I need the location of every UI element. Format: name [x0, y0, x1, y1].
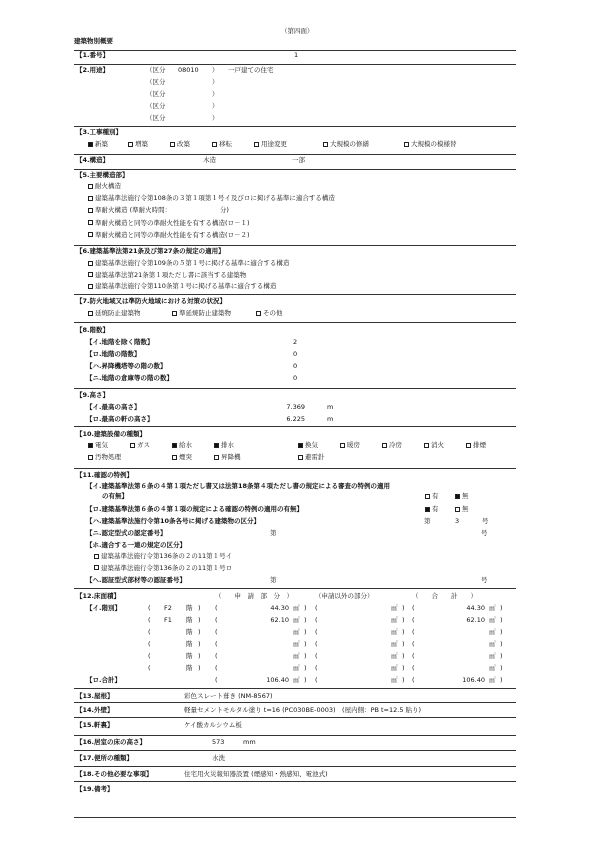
- area-unit: ㎡: [391, 664, 398, 672]
- equipment-option[interactable]: [130, 441, 150, 450]
- checkbox-label: 建築基準法第21条第１項ただし書に該当する建築物: [95, 270, 247, 279]
- document-title: 建築物別概要: [74, 37, 113, 45]
- checkbox[interactable]: [340, 443, 345, 448]
- outer-wall-value: 軽量セメントモルタル塗り t=16 (PC030BE-0003) (屋内側：PB t=12.5 貼り): [184, 706, 422, 714]
- paren: ): [402, 616, 405, 624]
- floor-name: F2: [164, 604, 172, 612]
- area-unit: ㎡: [391, 628, 398, 636]
- checkbox[interactable]: [128, 142, 133, 147]
- area-unit: ㎡: [293, 616, 300, 624]
- area-applied: 44.30: [270, 604, 289, 612]
- equipment-option[interactable]: [172, 441, 192, 450]
- area-unit: ㎡: [489, 640, 496, 648]
- checkbox-label: 汚物処理: [95, 453, 121, 461]
- roof-label: 【13.屋根】: [76, 692, 114, 700]
- article21-label: 【6.建築基準法第21条及び第27条の規定の適用】: [76, 247, 225, 255]
- special-ha: 【ハ.建築基準法施行令第10条各号に掲げる建築物の区分】: [86, 517, 261, 525]
- paren: (: [215, 628, 218, 636]
- floor-count-label: 【ハ.昇降機塔等の階の数】: [86, 362, 167, 370]
- paren: (: [412, 652, 415, 660]
- use-kubun: （区分: [146, 66, 166, 74]
- area-unit: ㎡: [391, 640, 398, 648]
- checkbox-label: 換気: [305, 441, 318, 449]
- checkbox-label: 延焼防止建築物: [95, 309, 141, 317]
- divider: [74, 322, 516, 323]
- equipment-option[interactable]: [466, 441, 486, 450]
- work-type-option[interactable]: [323, 140, 369, 149]
- paren: ): [500, 664, 503, 672]
- special-he: 【ヘ.認証型式部材等の認証番号】: [86, 576, 186, 584]
- divider: [74, 468, 516, 469]
- special-ni-dai: 第: [270, 529, 277, 537]
- eaves-label: 【15.軒裏】: [76, 721, 114, 729]
- checkbox-label: 耐火構造: [95, 182, 121, 190]
- floor-kai: 階: [186, 652, 193, 660]
- paren: ): [500, 640, 503, 648]
- floor-area-label: 【12.床面積】: [76, 592, 121, 600]
- checkbox-label: 消火: [431, 441, 444, 449]
- special-ho-option[interactable]: [94, 552, 232, 561]
- toilet-value: 水洗: [212, 754, 225, 762]
- checkbox[interactable]: [455, 494, 460, 499]
- article21-option[interactable]: [88, 259, 289, 268]
- use-close: ）: [212, 90, 219, 98]
- height-unit: m: [327, 403, 334, 411]
- area-unit: ㎡: [391, 616, 398, 624]
- checkbox[interactable]: [130, 443, 135, 448]
- divider: [74, 388, 516, 389]
- special-ha-number: 3: [455, 517, 460, 525]
- area-applied: 62.10: [270, 616, 289, 624]
- paren: (: [412, 628, 415, 636]
- checkbox-label: 避雷針: [305, 453, 325, 461]
- paren: ): [402, 628, 405, 636]
- checkbox[interactable]: [88, 196, 93, 201]
- eaves-value: ケイ酸カルシウム板: [184, 721, 242, 729]
- paren: ): [500, 628, 503, 636]
- paren: ): [304, 676, 307, 684]
- checkbox[interactable]: [298, 443, 303, 448]
- use-code: 08010: [178, 66, 199, 74]
- area-unit: ㎡: [391, 652, 398, 660]
- area-unit: ㎡: [391, 676, 398, 684]
- floor-count-label: 【ロ.地階の階数】: [86, 350, 141, 358]
- special-i-line1: 【イ.建築基準法第６条の４第１項ただし書又は法第18条第４項ただし書の規定による審査の特例の適用: [86, 482, 391, 490]
- special-ni-go: 号: [481, 529, 488, 537]
- use-description: 一戸建ての住宅: [228, 66, 274, 74]
- checkbox[interactable]: [172, 311, 177, 316]
- special-ro-no[interactable]: 無: [455, 505, 469, 514]
- checkbox[interactable]: [88, 208, 93, 213]
- checkbox[interactable]: [382, 443, 387, 448]
- paren: ): [304, 640, 307, 648]
- special-he-go: 号: [481, 576, 488, 584]
- divider: [74, 154, 516, 155]
- checkbox[interactable]: [425, 507, 430, 512]
- floor-height-label: 【16.居室の床の高さ】: [76, 738, 147, 746]
- paren: (: [215, 664, 218, 672]
- work-type-option[interactable]: [212, 140, 232, 149]
- divider: [74, 294, 516, 295]
- checkbox-label: 建築基準法施行令第110条第１号に掲げる基準に適合する構造: [95, 282, 277, 290]
- paren: (: [412, 604, 415, 612]
- checkbox[interactable]: [88, 455, 93, 460]
- checkbox[interactable]: [254, 142, 259, 147]
- col-other: （申請以外の部分）: [315, 592, 374, 600]
- floor-count-value: 0: [293, 362, 298, 370]
- structure-value: 木造: [203, 156, 216, 164]
- area-unit: ㎡: [293, 604, 300, 612]
- checkbox[interactable]: [88, 272, 93, 277]
- by-floor-label: 【イ.階別】: [86, 604, 121, 612]
- equipment-option[interactable]: [298, 453, 325, 462]
- floor-kai: 階: [186, 616, 193, 624]
- checkbox-label: 電気: [95, 441, 108, 449]
- checkbox-label: 冷房: [389, 441, 402, 449]
- checkbox[interactable]: [88, 284, 93, 289]
- area-applied-total: 106.40: [266, 676, 289, 684]
- checkbox[interactable]: [88, 220, 93, 225]
- divider: [74, 817, 516, 818]
- checkbox-label: 新築: [95, 140, 108, 148]
- area-unit: ㎡: [489, 604, 496, 612]
- equipment-option[interactable]: [424, 441, 444, 450]
- checkbox[interactable]: [88, 443, 93, 448]
- floor-kai: 階: [186, 628, 193, 636]
- paren: ): [304, 664, 307, 672]
- number-value: 1: [294, 51, 299, 59]
- checkbox-label: 建築基準法施行令第109条の５第１号に掲げる基準に適合する構造: [95, 259, 290, 267]
- paren: ): [500, 676, 503, 684]
- divider: [74, 702, 516, 703]
- floor-count-value: 0: [293, 350, 298, 358]
- divider: [74, 766, 516, 767]
- checkbox[interactable]: [172, 455, 177, 460]
- divider: [74, 126, 516, 127]
- checkbox[interactable]: [88, 142, 93, 147]
- paren: ): [402, 664, 405, 672]
- special-ho: 【ホ.適合する一連の規定の区分】: [86, 541, 186, 549]
- special-he-dai: 第: [270, 576, 277, 584]
- paren: (: [215, 676, 218, 684]
- divider: [74, 426, 516, 427]
- paren: (: [148, 652, 151, 660]
- divider: [74, 717, 516, 718]
- paren: (: [412, 640, 415, 648]
- height-unit: m: [327, 415, 334, 423]
- roof-value: 彩色スレート葺き (NM-8567): [184, 692, 273, 700]
- special-ro-yes[interactable]: 有: [425, 505, 439, 514]
- checkbox-label: 用途変更: [261, 140, 287, 148]
- height-value: 6.225: [286, 415, 305, 423]
- height-item-label: 【ロ.最高の軒の高さ】: [86, 415, 154, 423]
- floor-kai: 階: [186, 640, 193, 648]
- height-item-label: 【イ.最高の高さ】: [86, 403, 141, 411]
- special-i-no[interactable]: 無: [455, 492, 469, 501]
- use-kubun: （区分: [146, 78, 166, 86]
- special-i-yes[interactable]: 有: [425, 492, 439, 501]
- paren: (: [215, 652, 218, 660]
- checkbox-label: 準延焼防止建築物: [179, 309, 231, 317]
- use-close: ）: [212, 114, 219, 122]
- checkbox[interactable]: [424, 443, 429, 448]
- area-unit: ㎡: [293, 628, 300, 636]
- main-structure-option[interactable]: [88, 206, 229, 215]
- paren: ): [500, 652, 503, 660]
- checkbox-label: 改築: [177, 140, 190, 148]
- checkbox[interactable]: [94, 565, 99, 570]
- paren: (: [315, 676, 318, 684]
- divider: [74, 688, 516, 689]
- area-grand-total: 106.40: [462, 676, 485, 684]
- checkbox-label: 排水: [221, 441, 234, 449]
- floors-label: 【8.階数】: [76, 326, 109, 334]
- work-type-label: 【3.工事種別】: [76, 128, 122, 136]
- paren: (: [148, 640, 151, 648]
- main-structure-option[interactable]: [88, 231, 250, 240]
- divider: [74, 735, 516, 736]
- area-total: 62.10: [466, 616, 485, 624]
- checkbox-label: 排煙: [473, 441, 486, 449]
- area-unit: ㎡: [489, 652, 496, 660]
- equipment-option[interactable]: [88, 453, 121, 462]
- paren: (: [315, 640, 318, 648]
- other-value: 住宅用火災報知器設置 (煙感知・熱感知、電池式): [184, 770, 328, 778]
- paren: ): [500, 616, 503, 624]
- structure-part: 一部: [292, 156, 305, 164]
- equipment-option[interactable]: [214, 441, 234, 450]
- paren: ): [402, 640, 405, 648]
- toilet-label: 【17.便所の種類】: [76, 754, 134, 762]
- floor-count-label: 【ニ.地階の倉庫等の階の数】: [86, 374, 173, 382]
- checkbox-label: 建築基準法施行令第136条の２の11第１号ロ: [101, 563, 233, 572]
- checkbox-label: 暖房: [347, 441, 360, 449]
- floor-kai: 階: [186, 664, 193, 672]
- main-structure-label: 【5.主要構造部】: [76, 171, 129, 179]
- equipment-option[interactable]: [340, 441, 360, 450]
- paren: ): [198, 628, 201, 636]
- paren: ): [198, 604, 201, 612]
- checkbox-label: 給水: [179, 441, 192, 449]
- floor-kai: 階: [186, 604, 193, 612]
- use-close: ）: [212, 78, 219, 86]
- checkbox[interactable]: [88, 184, 93, 189]
- number-label: 【1.番号】: [76, 51, 109, 59]
- area-unit: ㎡: [489, 664, 496, 672]
- paren: (: [148, 664, 151, 672]
- divider: [74, 245, 516, 246]
- equipment-option[interactable]: [382, 441, 402, 450]
- paren: (: [315, 652, 318, 660]
- equipment-option[interactable]: [214, 453, 241, 462]
- checkbox-label: 建築基準法施行令第108条の３第１項第１号イ及びロに掲げる基準に適合する構造: [95, 194, 335, 203]
- paren: ): [402, 676, 405, 684]
- checkbox[interactable]: [298, 455, 303, 460]
- checkbox[interactable]: [94, 554, 99, 559]
- checkbox[interactable]: [172, 443, 177, 448]
- divider: [74, 64, 516, 65]
- work-type-option[interactable]: [88, 140, 108, 149]
- area-unit: ㎡: [293, 676, 300, 684]
- article21-option[interactable]: [88, 271, 246, 280]
- use-close: ）: [212, 66, 219, 74]
- use-close: ）: [212, 102, 219, 110]
- special-ha-go: 号: [482, 517, 489, 525]
- area-unit: ㎡: [293, 640, 300, 648]
- other-label: 【18.その他必要な事項】: [76, 770, 153, 778]
- checkbox-label: 増築: [135, 140, 148, 148]
- checkbox[interactable]: [88, 261, 93, 266]
- special-ho-option[interactable]: [94, 564, 232, 573]
- divider: [74, 750, 516, 751]
- checkbox[interactable]: [455, 507, 460, 512]
- checkbox[interactable]: [425, 494, 430, 499]
- area-unit: ㎡: [391, 604, 398, 612]
- fire-zone-option[interactable]: [172, 309, 231, 318]
- paren: ): [198, 640, 201, 648]
- work-type-option[interactable]: [254, 140, 287, 149]
- paren: ): [402, 652, 405, 660]
- checkbox[interactable]: [256, 311, 261, 316]
- col-applied: （ 申 請 部 分 ）: [215, 592, 293, 600]
- divider: [74, 781, 516, 782]
- checkbox-label: その他: [263, 309, 283, 317]
- checkbox[interactable]: [466, 443, 471, 448]
- checkbox-label: 大規模の修繕: [330, 140, 369, 148]
- equipment-option[interactable]: [88, 441, 108, 450]
- checkbox[interactable]: [404, 142, 409, 147]
- checkbox-label: 大規模の模様替: [411, 140, 457, 148]
- fire-zone-option[interactable]: [88, 309, 141, 318]
- area-unit: ㎡: [293, 664, 300, 672]
- floor-name: F1: [164, 616, 172, 624]
- checkbox-label: 煙突: [179, 453, 192, 461]
- area-unit: ㎡: [489, 628, 496, 636]
- special-ha-dai: 第: [424, 517, 431, 525]
- checkbox-label: 移転: [219, 140, 232, 148]
- article21-option[interactable]: [88, 282, 276, 291]
- paren: (: [315, 616, 318, 624]
- paren: (: [215, 616, 218, 624]
- area-total-label: 【ロ.合計】: [86, 676, 121, 684]
- paren: ): [304, 628, 307, 636]
- paren: (: [315, 664, 318, 672]
- area-unit: ㎡: [489, 616, 496, 624]
- special-ni: 【ニ.認定型式の認定番号】: [86, 529, 167, 537]
- outer-wall-label: 【14.外壁】: [76, 706, 114, 714]
- floor-count-value: 2: [293, 338, 298, 346]
- work-type-option[interactable]: [170, 140, 190, 149]
- use-kubun: （区分: [146, 114, 166, 122]
- area-total: 44.30: [466, 604, 485, 612]
- checkbox[interactable]: [88, 232, 93, 237]
- use-kubun: （区分: [146, 90, 166, 98]
- floor-height-unit: mm: [243, 738, 256, 746]
- floor-count-value: 0: [293, 374, 298, 382]
- divider: [74, 169, 516, 170]
- main-structure-option[interactable]: [88, 194, 335, 203]
- paren: ): [402, 604, 405, 612]
- divider: [74, 588, 516, 589]
- special-i-line2: の有無】: [102, 492, 128, 500]
- remarks-label: 【19.備考】: [76, 785, 114, 793]
- main-structure-option[interactable]: [88, 182, 121, 191]
- work-type-option[interactable]: [128, 140, 148, 149]
- equipment-label: 【10.建築設備の種類】: [76, 430, 147, 438]
- height-label: 【9.高さ】: [76, 391, 109, 399]
- paren: ): [304, 604, 307, 612]
- paren: ): [198, 652, 201, 660]
- col-total: （ 合 計 ）: [412, 592, 477, 600]
- paren: ): [304, 652, 307, 660]
- paren: (: [412, 616, 415, 624]
- checkbox-label: ガス: [137, 441, 150, 449]
- floor-height-value: 573: [212, 738, 225, 746]
- use-kubun: （区分: [146, 102, 166, 110]
- special-ro: 【ロ.建築基準法第６条の４第１項の規定による確認の特例の適用の有無】: [86, 505, 303, 513]
- paren: ): [198, 616, 201, 624]
- special-label: 【11.確認の特例】: [76, 471, 134, 479]
- paren: ): [198, 664, 201, 672]
- area-unit: ㎡: [293, 652, 300, 660]
- checkbox-label: 建築基準法施行令第136条の２の11第１号イ: [101, 552, 233, 560]
- checkbox[interactable]: [214, 443, 219, 448]
- paren: (: [412, 664, 415, 672]
- height-value: 7.369: [286, 403, 305, 411]
- paren: (: [148, 616, 151, 624]
- fire-zone-option[interactable]: [256, 309, 283, 318]
- paren: (: [315, 604, 318, 612]
- checkbox-label: 昇降機: [221, 453, 241, 461]
- paren: (: [412, 676, 415, 684]
- paren: ): [500, 604, 503, 612]
- checkbox[interactable]: [170, 142, 175, 147]
- page-label: （第四面）: [281, 27, 314, 35]
- checkbox-label: 準耐火構造と同等の準耐火性能を有する構造(ロ－１): [95, 218, 250, 227]
- checkbox[interactable]: [214, 455, 219, 460]
- checkbox-label: 準耐火構造と同等の準耐火性能を有する構造(ロ－２): [95, 230, 250, 239]
- fire-zone-label: 【7.防火地域又は準防火地域における対策の状況】: [76, 297, 226, 305]
- work-type-option[interactable]: [404, 140, 457, 149]
- checkbox[interactable]: [88, 311, 93, 316]
- floor-count-label: 【イ.地階を除く階数】: [86, 338, 154, 346]
- checkbox-label: 準耐火構造 (準耐火時間： 分): [95, 206, 229, 215]
- main-structure-option[interactable]: [88, 219, 250, 228]
- paren: (: [148, 604, 151, 612]
- structure-label: 【4.構造】: [76, 156, 109, 164]
- equipment-option[interactable]: [298, 441, 318, 450]
- checkbox[interactable]: [212, 142, 217, 147]
- paren: ): [304, 616, 307, 624]
- use-label: 【2.用途】: [76, 66, 109, 74]
- paren: (: [315, 628, 318, 636]
- equipment-option[interactable]: [172, 453, 192, 462]
- paren: (: [148, 628, 151, 636]
- checkbox[interactable]: [323, 142, 328, 147]
- paren: (: [215, 640, 218, 648]
- area-unit: ㎡: [489, 676, 496, 684]
- paren: (: [215, 604, 218, 612]
